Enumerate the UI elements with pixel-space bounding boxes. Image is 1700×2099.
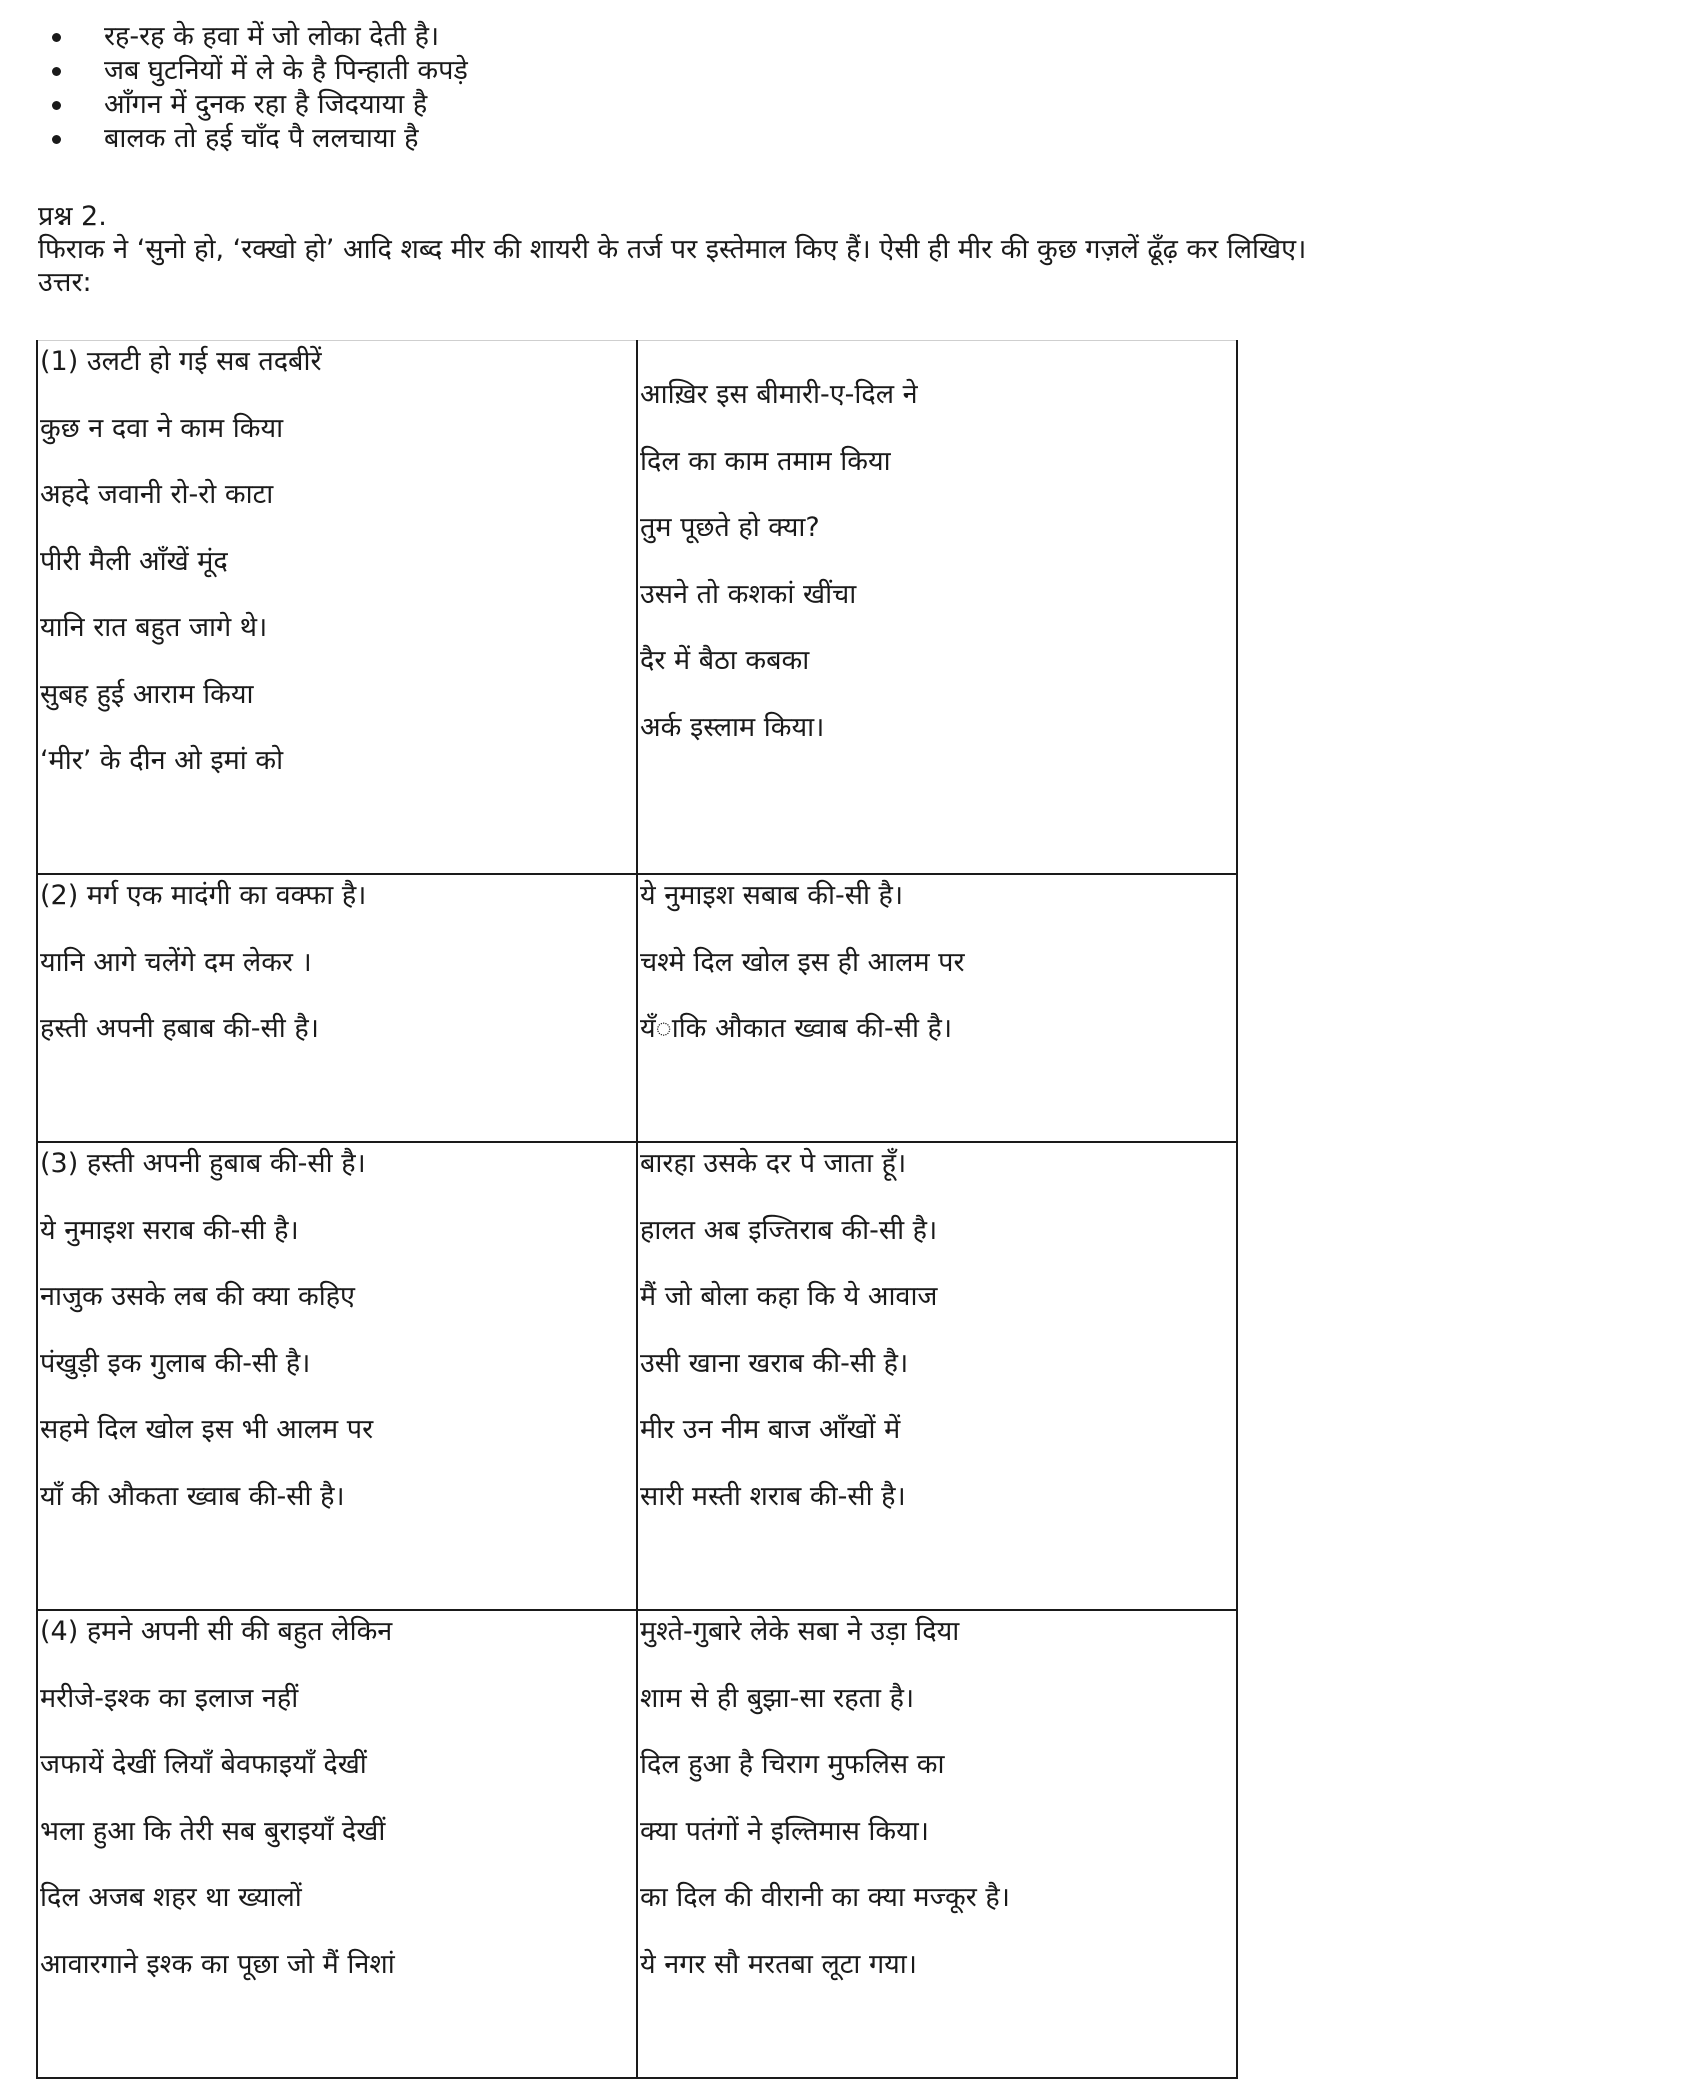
poem-line: मीर उन नीम बाज आँखों में — [640, 1414, 901, 1445]
bullet-dot-icon — [52, 33, 61, 42]
poem-line: नाजुक उसके लब की क्या कहिए — [40, 1281, 355, 1312]
table-cell-left — [37, 341, 637, 875]
answer-label: उत्तर: — [38, 267, 92, 298]
bullet-text: आँगन में दुनक रहा है जिदयाया है — [104, 89, 428, 120]
poem-line: याँ की औकता ख्वाब की-सी है। — [40, 1480, 345, 1512]
poem-line: भला हुआ कि तेरी सब बुराइयाँ देखीं — [40, 1815, 386, 1847]
poem-line: ये नुमाइश सराब की-सी है। — [40, 1214, 299, 1246]
poem-line: आख़िर इस बीमारी-ए-दिल ने — [640, 379, 918, 410]
question-block — [38, 200, 1306, 299]
table-cell-left — [37, 874, 637, 1142]
poem-line: कुछ न दवा ने काम किया — [40, 412, 284, 444]
poem-line: (1) उलटी हो गई सब तदबीरें — [40, 346, 322, 377]
cell-lines — [638, 341, 1236, 775]
poem-line: शाम से ही बुझा-सा रहता है। — [640, 1682, 915, 1714]
poem-line: पीरी मैली आँखें मूंद — [40, 545, 228, 577]
table-cell-right — [637, 1610, 1237, 2078]
bullet-item — [52, 20, 468, 54]
poem-line: ये नगर सौ मरतबा लूटा गया। — [640, 1948, 918, 1980]
bullet-item — [52, 88, 468, 122]
bullet-dot-icon — [52, 101, 61, 110]
cell-lines — [638, 875, 1236, 1077]
poem-line: हस्ती अपनी हबाब की-सी है। — [40, 1013, 319, 1044]
poem-line: यानि रात बहुत जागे थे। — [40, 612, 268, 643]
poem-line: सारी मस्ती शराब की-सी है। — [640, 1480, 906, 1512]
poem-line: पंखुड़ी इक गुलाब की-सी है। — [40, 1347, 311, 1379]
question-number: प्रश्न 2. — [38, 201, 107, 232]
poem-line: यँाकि औकात ख्वाब की-सी है। — [640, 1013, 953, 1044]
poem-line: चश्मे दिल खोल इस ही आलम पर — [640, 946, 965, 978]
table-cell-left — [37, 1142, 637, 1610]
poem-line: (4) हमने अपनी सी की बहुत लेकिन — [40, 1616, 393, 1647]
cell-lines — [38, 1143, 636, 1544]
poem-line: बारहा उसके दर पे जाता हूँ। — [640, 1148, 907, 1179]
poem-line: (2) मर्ग एक मादंगी का वक्फा है। — [40, 880, 367, 911]
poem-line: सहमे दिल खोल इस भी आलम पर — [40, 1414, 374, 1445]
poem-line: दिल अजब शहर था ख्यालों — [40, 1882, 302, 1913]
bullet-text: रह-रह के हवा में जो लोका देती है। — [104, 21, 440, 52]
table-row — [37, 1142, 1237, 1610]
poem-line: क्या पतंगों ने इल्तिमास किया। — [640, 1815, 930, 1847]
table-cell-right — [637, 1142, 1237, 1610]
poem-line: (3) हस्ती अपनी हुबाब की-सी है। — [40, 1148, 366, 1179]
poem-line: अहदे जवानी रो-रो काटा — [40, 479, 274, 510]
cell-lines — [38, 875, 636, 1077]
bullet-item — [52, 54, 468, 88]
poem-line: सुबह हुई आराम किया — [40, 678, 254, 710]
poem-line: हालत अब इज्तिराब की-सी है। — [640, 1214, 938, 1246]
table-row — [37, 1610, 1237, 2078]
table-cell-left — [37, 1610, 637, 2078]
poem-line: ‘मीर’ के दीन ओ इमां को — [40, 745, 284, 776]
poem-line: मरीजे-इश्क का इलाज नहीं — [40, 1682, 299, 1714]
poem-line: तुम पूछते हो क्या? — [640, 512, 820, 543]
poem-line: उसने तो कशकां खींचा — [640, 578, 857, 610]
poem-table — [36, 340, 1238, 2079]
poem-line: मैं जो बोला कहा कि ये आवाज — [640, 1281, 938, 1312]
table-row — [37, 874, 1237, 1142]
poem-line: ये नुमाइश सबाब की-सी है। — [640, 880, 904, 911]
poem-line: मुश्ते-गुबारे लेके सबा ने उड़ा दिया — [640, 1616, 960, 1647]
cell-lines — [38, 341, 636, 809]
poem-line: का दिल की वीरानी का क्या मज्कूर है। — [640, 1882, 1010, 1913]
poem-line: अर्क इस्लाम किया। — [640, 711, 825, 743]
question-text: फिराक ने ‘सुनो हो, ‘रक्खो हो’ आदि शब्द मीर की शायरी के तर्ज पर इस्तेमाल किए हैं। ऐसी ही मीर की कुछ गज़लें ढूँढ़ कर लिखिए। — [38, 234, 1307, 265]
bullet-text: जब घुटनियों में ले के है पिन्हाती कपड़े — [104, 55, 468, 86]
poem-line: आवारगाने इश्क का पूछा जो मैं निशां — [40, 1948, 395, 1980]
poem-line: दिल हुआ है चिराग मुफलिस का — [640, 1749, 945, 1780]
bullet-text: बालक तो हई चाँद पै ललचाया है — [104, 123, 419, 154]
cell-lines — [638, 1611, 1236, 2012]
poem-line: यानि आगे चलेंगे दम लेकर । — [40, 946, 312, 978]
poem-line: दैर में बैठा कबका — [640, 645, 810, 676]
bullet-item — [52, 122, 468, 156]
table-row — [37, 341, 1237, 875]
poem-line: दिल का काम तमाम किया — [640, 445, 891, 477]
cell-lines — [638, 1143, 1236, 1544]
poem-line: जफायें देखीं लियाँ बेवफाइयाँ देखीं — [40, 1749, 367, 1780]
bullet-dot-icon — [52, 135, 61, 144]
cell-lines — [38, 1611, 636, 2012]
table-cell-right — [637, 341, 1237, 875]
poem-line: उसी खाना खराब की-सी है। — [640, 1347, 909, 1379]
table-cell-right — [637, 874, 1237, 1142]
bullet-list — [52, 20, 468, 156]
bullet-dot-icon — [52, 67, 61, 76]
